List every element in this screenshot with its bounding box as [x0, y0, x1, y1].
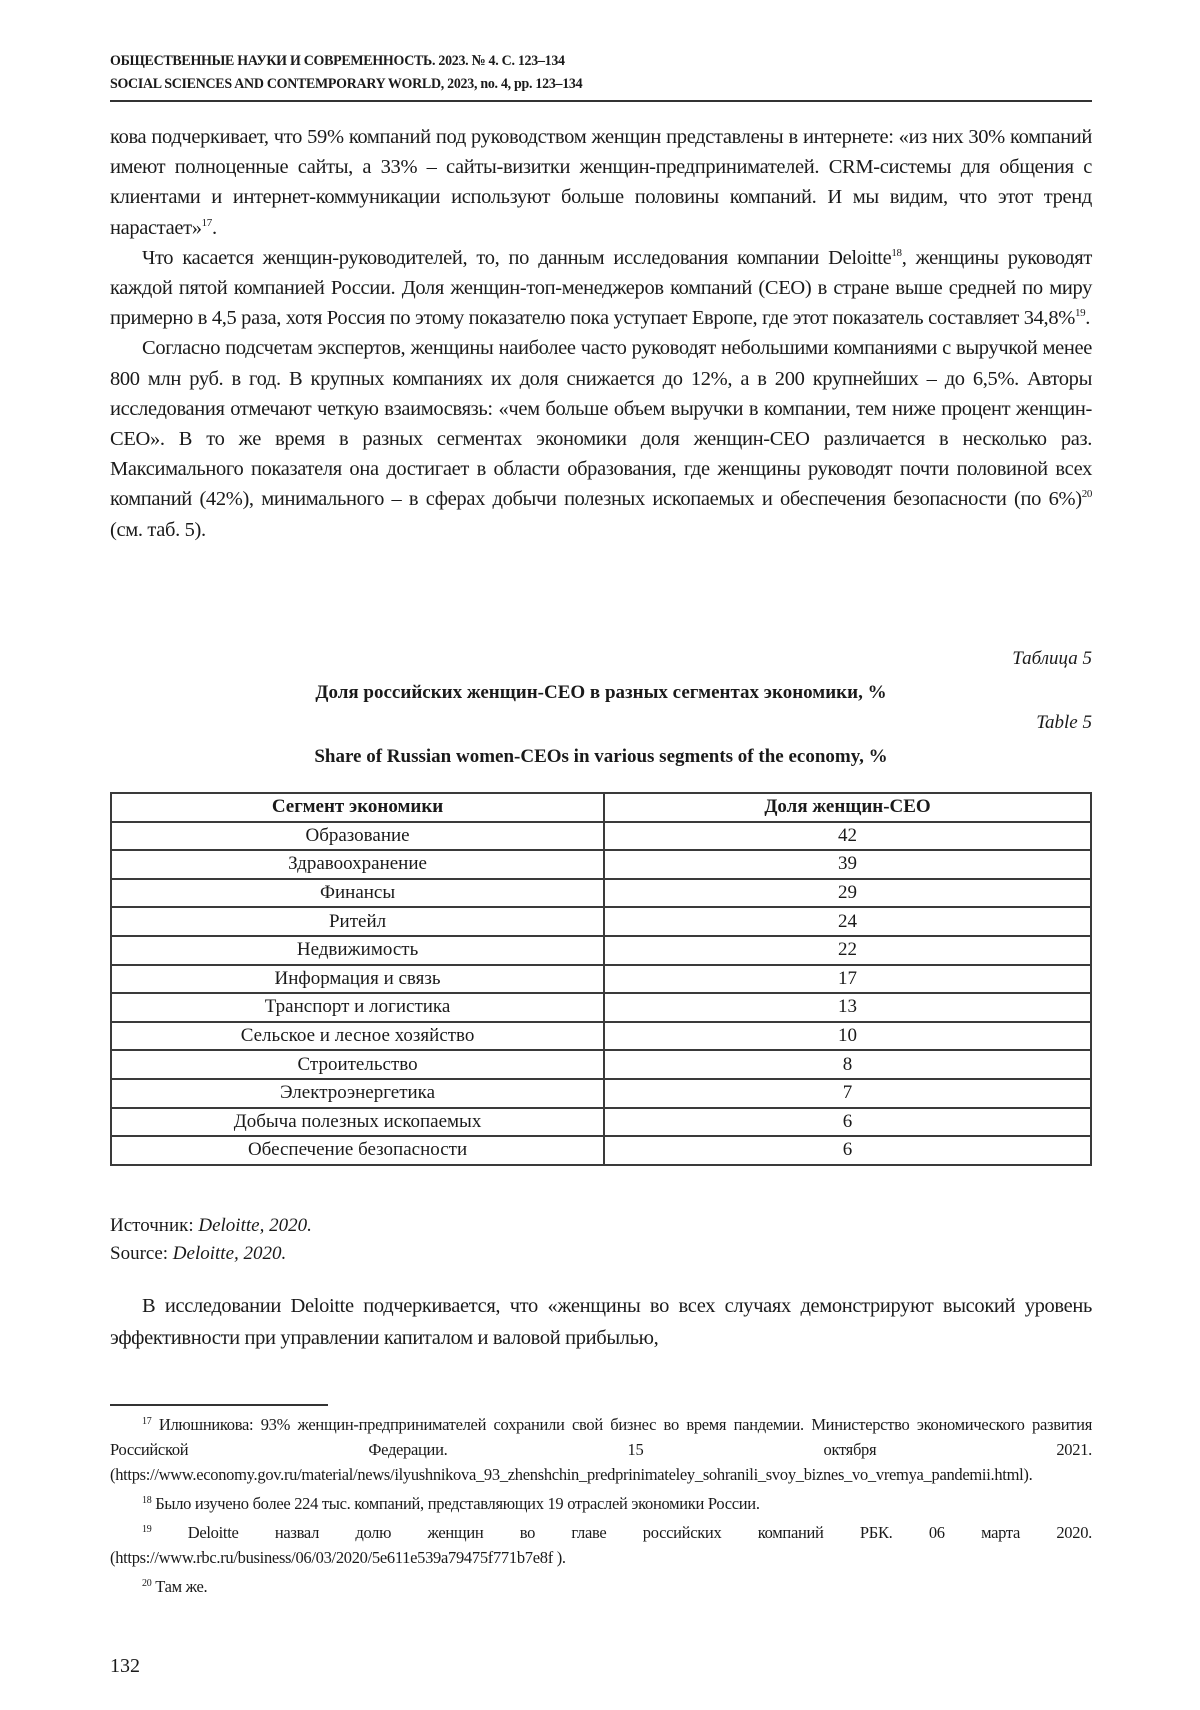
share-cell: 42	[604, 822, 1091, 851]
share-cell: 6	[604, 1136, 1091, 1165]
table-row	[111, 1108, 1091, 1137]
table-title-en: Share of Russian women-CEOs in various segments of the economy, %	[314, 746, 888, 767]
table-label-en: Table 5	[1036, 712, 1092, 733]
source-en: Source: Deloitte, 2020.	[110, 1243, 287, 1264]
segment-cell: Здравоохранение	[111, 850, 604, 879]
footnote-rule	[110, 1404, 328, 1406]
table-row	[111, 936, 1091, 965]
page-number: 132	[110, 1655, 140, 1677]
column-header-share: Доля женщин-CEO	[604, 793, 1091, 822]
share-cell: 17	[604, 965, 1091, 994]
paragraph-3: Согласно подсчетам экспертов, женщины наиболее часто руководят небольшими компаниями с выручкой менее 800 млн руб. в год. В крупных компаниях их доля снижается до 12%, а в 200 крупнейших – до 6,5%. Авторы исследования отмечают четкую взаимосвязь: «чем больше объем выручки в компании, тем ниже процент женщин-CEO». В то же время в разных сегментах экономики доля женщин-CEO различается в несколько раз. Максимального показателя она достигает в области образования, где женщины руководят почти половиной всех компаний (42%), минимального – в сферах добычи полезных ископаемых и обеспечения безопасности (по 6%)$^{20}$ (см. таб. 5).	[110, 337, 1092, 541]
segment-cell: Ритейл	[111, 907, 604, 936]
share-cell: 6	[604, 1108, 1091, 1137]
table-row	[111, 1050, 1091, 1079]
table-row	[111, 965, 1091, 994]
share-cell: 13	[604, 993, 1091, 1022]
table-row	[111, 822, 1091, 851]
paragraph-4: В исследовании Deloitte подчеркивается, что «женщины во всех случаях демонстрируют высокий уровень эффективности при управлении капиталом и валовой прибылью,	[110, 1295, 1092, 1349]
body-text	[110, 122, 1092, 545]
footnote-19: $^{19}$ Deloitte назвал долю женщин во главе российских компаний РБК. 06 марта 2020. (https://www.rbc.ru/business/06/03/2020/5e611e539a79475f771b7e8f ).	[110, 1523, 1092, 1567]
table-row	[111, 1136, 1091, 1165]
table-row	[111, 879, 1091, 908]
segment-cell: Обеспечение безопасности	[111, 1136, 604, 1165]
share-cell: 10	[604, 1022, 1091, 1051]
table-row	[111, 1079, 1091, 1108]
share-cell: 39	[604, 850, 1091, 879]
segment-cell: Сельское и лесное хозяйство	[111, 1022, 604, 1051]
segment-cell: Строительство	[111, 1050, 604, 1079]
share-cell: 24	[604, 907, 1091, 936]
running-head-ru: ОБЩЕСТВЕННЫЕ НАУКИ И СОВРЕМЕННОСТЬ. 2023. № 4. С. 123–134	[110, 53, 565, 69]
footnote-17: $^{17}$ Илюшникова: 93% женщин-предпринимателей сохранили свой бизнес во время пандемии. Министерство экономического развития Российской Федерации. 15 октября 2021. (https://www.economy.gov.ru/material/news/ilyushnikova_93_zhenshchin_predprinimateley_sohranili_svoy_biznes_vo_vremya_pandemii.html).	[110, 1415, 1092, 1484]
table-row	[111, 993, 1091, 1022]
ceo-share-table	[110, 792, 1092, 1166]
share-cell: 8	[604, 1050, 1091, 1079]
table-row	[111, 1022, 1091, 1051]
footnote-ref-18[interactable]: 18	[891, 246, 902, 259]
footnote-18: $^{18}$ Было изучено более 224 тыс. компаний, представляющих 19 отраслей экономики России.	[142, 1494, 760, 1513]
segment-cell: Образование	[111, 822, 604, 851]
segment-cell: Транспорт и логистика	[111, 993, 604, 1022]
segment-cell: Финансы	[111, 879, 604, 908]
footnote-ref-19[interactable]: 19	[1074, 307, 1086, 320]
running-head-en: SOCIAL SCIENCES AND CONTEMPORARY WORLD, 2023, no. 4, pp. 123–134	[110, 76, 583, 92]
table-label-ru: Таблица 5	[1012, 648, 1092, 669]
table-row	[111, 907, 1091, 936]
source-ru: Источник: Deloitte, 2020.	[110, 1215, 312, 1236]
footnotes	[110, 1412, 1092, 1603]
table-source	[110, 1212, 312, 1268]
table-row	[111, 850, 1091, 879]
segment-cell: Электроэнергетика	[111, 1079, 604, 1108]
body-text-continued	[110, 1290, 1092, 1354]
table-title-ru: Доля российских женщин-CEO в разных сегментах экономики, %	[315, 682, 887, 703]
share-cell: 7	[604, 1079, 1091, 1108]
paragraph-1: кова подчеркивает, что 59% компаний под руководством женщин представлены в интернете: «из них 30% компаний имеют полноценные сайты, а 33% – сайты-визитки женщин-предпринимателей. CRM-системы для общения с клиентами и интернет-коммуникации используют больше половины компаний. И мы видим, что этот тренд нарастает»$^{17}$.	[110, 126, 1092, 239]
footnote-ref-20[interactable]: 20	[1081, 488, 1092, 501]
share-cell: 22	[604, 936, 1091, 965]
segment-cell: Добыча полезных ископаемых	[111, 1108, 604, 1137]
segment-cell: Информация и связь	[111, 965, 604, 994]
header-rule	[110, 100, 1092, 102]
paragraph-2: Что касается женщин-руководителей, то, по данным исследования компании Deloitte$^{18}$, женщины руководят каждой пятой компанией России. Доля женщин-топ-менеджеров компаний (CEO) в стране выше средней по миру примерно в 4,5 раза, хотя Россия по этому показателю пока уступает Европе, где этот показатель составляет 34,8%$^{19}$.	[110, 246, 1092, 330]
footnote-20: $^{20}$ Там же.	[142, 1577, 208, 1596]
segment-cell: Недвижимость	[111, 936, 604, 965]
footnote-ref-17[interactable]: 17	[201, 216, 212, 229]
table-header-row	[111, 793, 1091, 822]
column-header-segment: Сегмент экономики	[111, 793, 604, 822]
share-cell: 29	[604, 879, 1091, 908]
running-head	[110, 50, 1023, 96]
